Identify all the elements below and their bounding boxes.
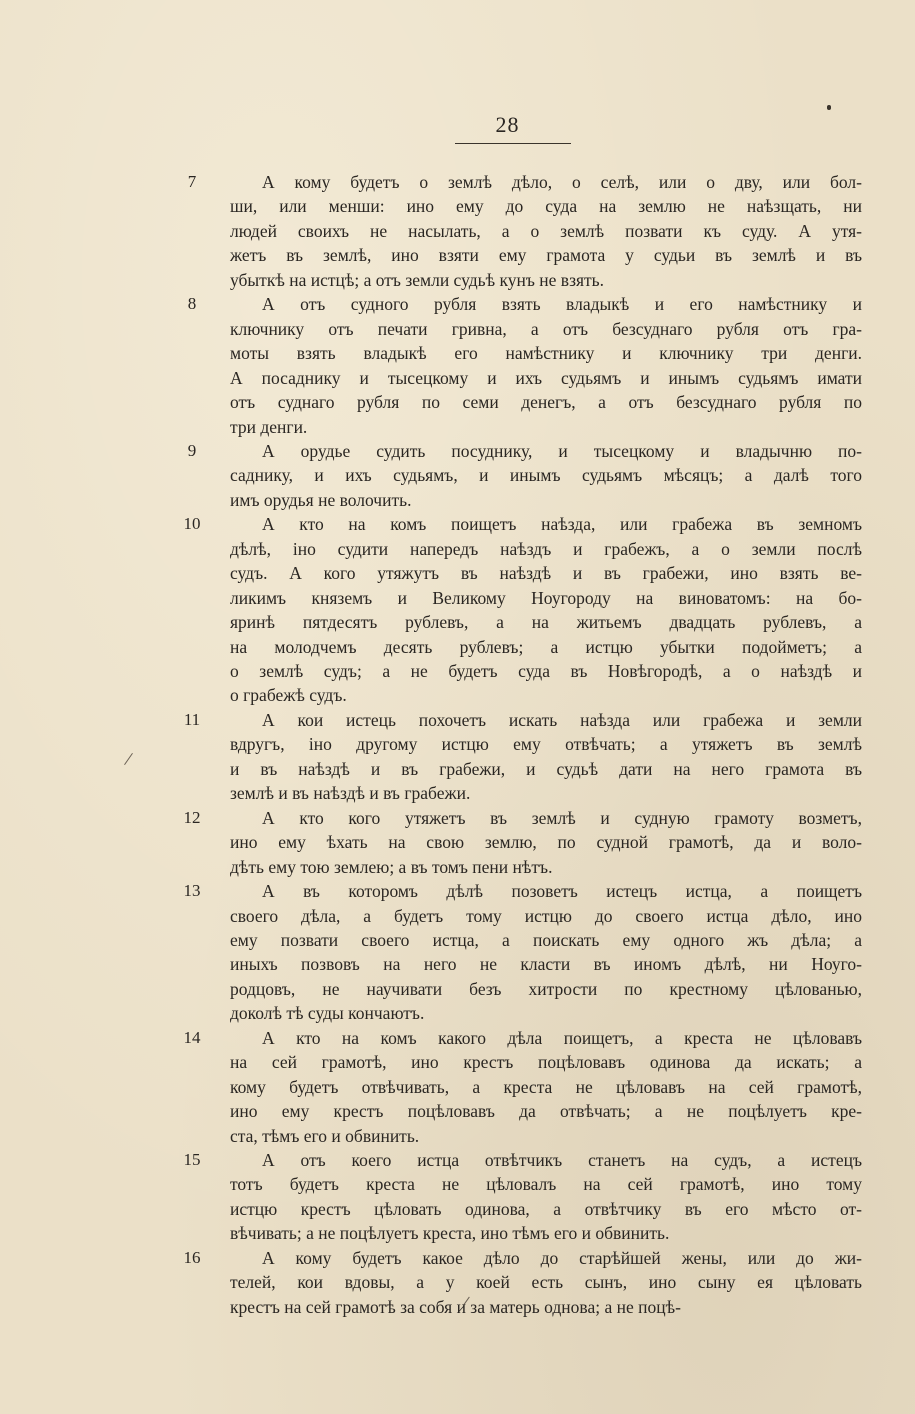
text-line: имъ орудья не волочить. — [230, 489, 412, 510]
text-line: судъ. А кого утяжутъ въ наѣздѣ и въ грабежи, ино взять ве- — [230, 563, 862, 584]
text-line: А кто на комъ поищетъ наѣзда, или грабежа въ земномъ — [262, 514, 862, 535]
text-line: А въ которомъ дѣлѣ позоветъ истецъ истца, а поищетъ — [262, 881, 862, 902]
text-line: отъ суднаго рубля по семи денегъ, а отъ безсуднаго рубля по — [230, 392, 862, 413]
text-line: телей, кои вдовы, а у коей есть сынъ, ино сыну ея цѣловать — [230, 1272, 862, 1293]
text-line: тотъ будетъ креста не цѣловалъ на сей грамотѣ, ино тому — [230, 1174, 862, 1195]
text-line: А отъ судного рубля взять владыкѣ и его намѣстнику и — [262, 294, 862, 315]
text-line: кому будетъ отвѣчивать, а креста не цѣловавъ на сей грамотѣ, — [230, 1076, 862, 1097]
text-line: А орудье судить посуднику, и тысецкому и владычню по- — [262, 440, 862, 461]
text-line: ликимъ княземъ и Великому Ноугороду на виноватомъ: на бо- — [230, 587, 862, 608]
text-line: доколѣ тѣ суды кончаютъ. — [230, 1003, 425, 1024]
text-line: саднику, и ихъ судьямъ, и инымъ судьямъ мѣсяцъ; а далѣ того — [230, 465, 862, 486]
text-line: людей своихъ не насылать, а о землѣ позвати къ суду. А утя- — [230, 220, 862, 241]
text-line: ино ему ѣхать на свою землю, по судной грамотѣ, да и воло- — [230, 832, 862, 853]
text-line: А кто кого утяжетъ въ землѣ и судную грамоту возметъ, — [262, 807, 862, 828]
text-line: убыткѣ на истцѣ; а отъ земли судьѣ кунъ не взять. — [230, 269, 605, 290]
stray-mark — [124, 753, 133, 765]
header-rule — [455, 143, 571, 144]
text-line: истцю крестъ цѣловать одинова, а отвѣтчику въ его мѣсто от- — [230, 1198, 862, 1219]
text-line: ши, или менши: ино ему до суда на землю не наѣзщать, ни — [230, 196, 862, 217]
text-line: крестъ на сей грамотѣ за собя и за матерь однова; а не поцѣ- — [230, 1296, 681, 1317]
paragraph-number: 11 — [183, 709, 201, 729]
text-line: дѣть ему тою землею; а въ томъ пени нѣтъ. — [230, 856, 553, 877]
text-line: моты взять владыкѣ его намѣстнику и ключнику три денги. — [230, 343, 862, 364]
text-line: А кому будетъ о землѣ дѣло, о селѣ, или о дву, или бол- — [262, 172, 862, 192]
text-line: на сей грамотѣ, ино крестъ поцѣловавъ одинова да искать; а — [230, 1052, 862, 1073]
paragraph-number: 12 — [183, 807, 201, 827]
text-line: А отъ коего истца отвѣтчикъ станетъ на судъ, а истецъ — [262, 1150, 862, 1170]
text-line: ему позвати своего истца, а поискать ему одного жъ дѣла; а — [230, 929, 862, 950]
paragraph-number: 14 — [183, 1027, 201, 1047]
text-line: А кои истець похочетъ искать наѣзда или грабежа и земли — [262, 709, 862, 730]
ink-dot — [827, 105, 831, 110]
paragraph-number: 15 — [183, 1150, 201, 1169]
paragraph-number: 16 — [183, 1247, 201, 1267]
paragraph-number: 13 — [183, 881, 201, 901]
text-line: А кто на комъ какого дѣла поищетъ, а креста не цѣловавъ — [262, 1027, 862, 1048]
paragraph-number: 10 — [183, 514, 201, 534]
text-line: дѣлѣ, іно судити напередъ наѣздъ и грабежъ, а о земли послѣ — [230, 538, 862, 559]
text-line: о грабежѣ судъ. — [230, 685, 347, 706]
text-line: А посаднику и тысецкому и ихъ судьямъ и инымъ судьямъ имати — [230, 367, 862, 388]
text-line: иныхъ позвовъ на него не класти въ иномъ дѣлѣ, ни Ноуго- — [230, 954, 862, 975]
text-line: ключнику отъ печати гривна, а отъ безсуднаго рубля отъ гра- — [230, 318, 862, 339]
text-line: землѣ и въ наѣздѣ и въ грабежи. — [230, 783, 471, 804]
paragraph-number: 9 — [187, 440, 197, 460]
text-line: своего дѣла, а будетъ тому истцю до своего истца дѣло, ино — [230, 905, 862, 926]
paragraph-number: 7 — [187, 172, 197, 191]
text-line: ста, тѣмъ его и обвинить. — [230, 1125, 420, 1146]
text-line: А кому будетъ какое дѣло до старѣйшей жены, или до жи- — [262, 1247, 862, 1268]
text-line: и въ наѣздѣ и въ грабежи, и судьѣ дати на него грамота въ — [230, 758, 862, 779]
text-line: вѣчивать; а не поцѣлуетъ креста, ино тѣмъ его и обвинить. — [230, 1223, 670, 1244]
text-line: ино ему крестъ поцѣловавъ да отвѣчать; а не поцѣлуетъ кре- — [230, 1101, 862, 1122]
text-line: три денги. — [230, 416, 308, 437]
text-line: жетъ въ землѣ, ино взяти ему грамота у судьи въ землѣ и въ — [230, 245, 862, 266]
text-line: яринѣ пятдесятъ рублевъ, а на житьемъ двадцать рублевъ, а — [230, 612, 862, 633]
paragraph-number: 8 — [187, 294, 197, 314]
text-line: на молодчемъ десять рублевъ; а истцю убытки подойметъ; а — [230, 636, 862, 657]
text-line: родцовъ, не научивати безъ хитрости по крестному цѣлованью, — [230, 978, 862, 999]
page-number: 28 — [495, 112, 520, 137]
text-line: вдругъ, іно другому истцю ему отвѣчать; а утяжетъ въ землѣ — [230, 734, 862, 755]
text-line: о землѣ судъ; а не будетъ суда въ Новѣгородѣ, а о наѣздѣ и — [230, 661, 862, 681]
